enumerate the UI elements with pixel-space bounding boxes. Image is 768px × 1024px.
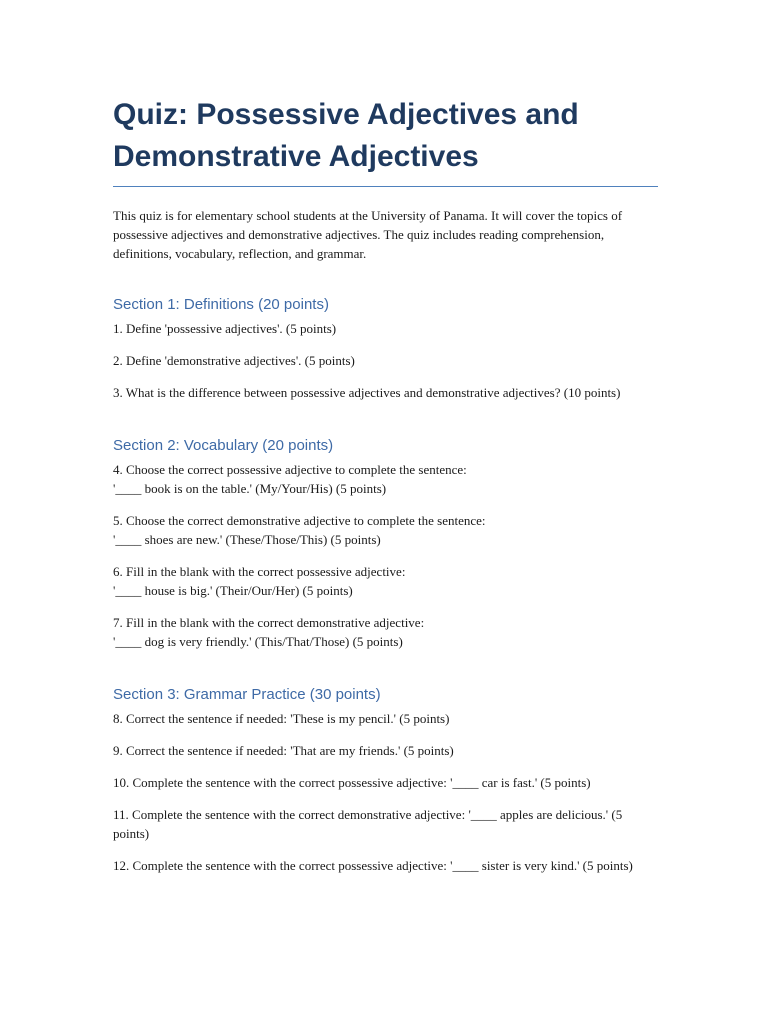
question-2: 2. Define 'demonstrative adjectives'. (5 points) [113, 353, 355, 368]
question-4-prompt: 4. Choose the correct possessive adjective to complete the sentence: [113, 462, 467, 477]
question-5 [113, 511, 658, 549]
document-body [113, 94, 658, 875]
question-12: 12. Complete the sentence with the correct possessive adjective: '____ sister is very kind.' (5 points) [113, 858, 633, 873]
question-11: 11. Complete the sentence with the correct demonstrative adjective: '____ apples are delicious.' (5 points) [113, 807, 623, 841]
question-4-sentence: '____ book is on the table.' (My/Your/His) (5 points) [113, 481, 387, 496]
question-6-prompt: 6. Fill in the blank with the correct possessive adjective: [113, 564, 406, 579]
section-1-heading: Section 1: Definitions (20 points) [113, 296, 329, 313]
section-2-heading: Section 2: Vocabulary (20 points) [113, 437, 334, 454]
question-7 [113, 613, 658, 651]
question-8: 8. Correct the sentence if needed: 'These is my pencil.' (5 points) [113, 711, 450, 726]
section-3-heading: Section 3: Grammar Practice (30 points) [113, 686, 381, 703]
intro-paragraph: This quiz is for elementary school students at the University of Panama. It will cover the topics of possessive adjectives and demonstrative adjectives. The quiz includes reading comprehension, definitions, vocabulary, reflection, and grammar. [113, 208, 623, 261]
question-6 [113, 562, 658, 600]
question-7-sentence: '____ dog is very friendly.' (This/That/Those) (5 points) [113, 634, 403, 649]
question-6-sentence: '____ house is big.' (Their/Our/Her) (5 points) [113, 583, 353, 598]
question-1: 1. Define 'possessive adjectives'. (5 points) [113, 321, 337, 336]
question-9: 9. Correct the sentence if needed: 'That are my friends.' (5 points) [113, 743, 454, 758]
quiz-title: Quiz: Possessive Adjectives and Demonstrative Adjectives [113, 94, 658, 187]
question-10: 10. Complete the sentence with the correct possessive adjective: '____ car is fast.' (5 points) [113, 775, 591, 790]
question-7-prompt: 7. Fill in the blank with the correct demonstrative adjective: [113, 615, 425, 630]
question-3: 3. What is the difference between possessive adjectives and demonstrative adjectives? (10 points) [113, 385, 621, 400]
question-4 [113, 460, 658, 498]
question-5-sentence: '____ shoes are new.' (These/Those/This) (5 points) [113, 532, 381, 547]
question-5-prompt: 5. Choose the correct demonstrative adjective to complete the sentence: [113, 513, 486, 528]
